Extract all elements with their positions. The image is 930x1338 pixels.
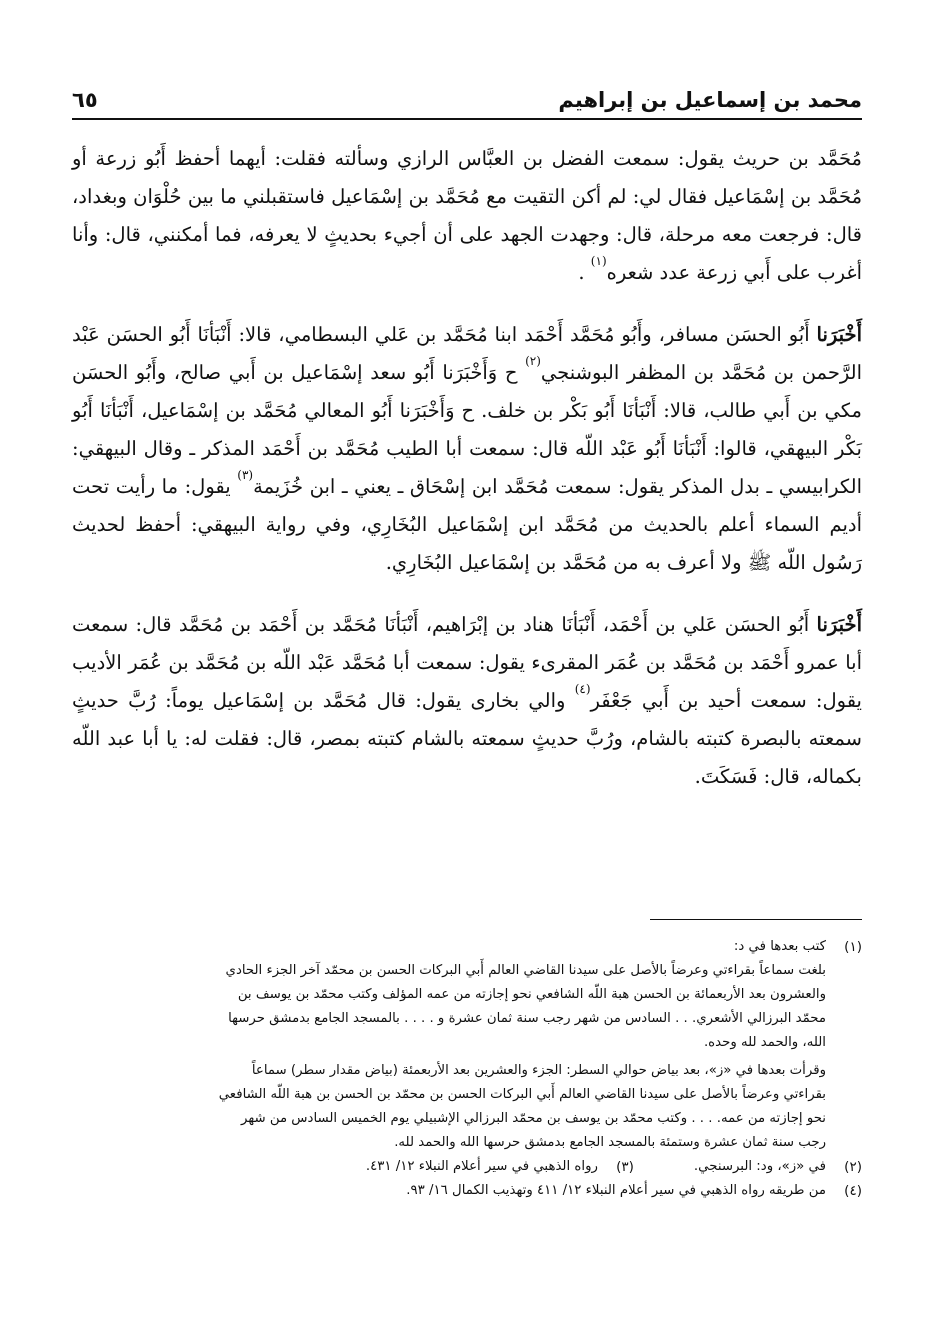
- para2-line-2b: ح وَأَخْبَرَنا أَبُو سعد إسْمَاعيل بن: [263, 361, 526, 384]
- para1-tail: .: [578, 261, 591, 284]
- footnote-4: [72, 1179, 862, 1203]
- footnote-4-number: (٤): [844, 1183, 862, 1199]
- para2-line-2a: أَبُو الحسَن عَبْد الرَّحمن بن مُحَمَّد بن المظفر البوشنجي: [72, 323, 862, 384]
- footnote-ref-4[interactable]: (٤): [574, 681, 591, 696]
- footnote-1-line-4: الله، والحمد لله وحده.: [703, 1035, 826, 1050]
- para1-line-3: حُلْوَان وبغداد، قال: فرجعت معه مرحلة، قال: وجهدت الجهد على أن أجيء بحديثٍ لا: [72, 185, 862, 246]
- footnotes-2-3: [72, 1155, 862, 1179]
- paragraph-1: [72, 140, 862, 292]
- para2-line-4: المعالي مُحَمَّد بن إسْمَاعيل، أَنْبَأنَا أَبُو بَكْر البيهقي، قالوا: أَنْبَأنَا أَبُو عَبْد اللّه قال: سمعت أبا: [72, 399, 862, 460]
- main-text: [72, 140, 862, 796]
- footnote-1-line-1: بلغت سماعاً بقراءتي وعرضاً بالأصل على سيدنا القاضي العالم أَبي البركات الحسن بن محمّد آخر الجزء الحادي: [225, 963, 826, 978]
- footnote-1-content: [72, 935, 826, 1155]
- footnote-rule: [650, 919, 862, 920]
- page-number: ٦٥: [72, 88, 98, 112]
- paragraph-2: [72, 316, 862, 582]
- para2-line-6b: يقول: ما رأيت تحت أديم السماء أعلم بالحديث من مُحَمَّد: [72, 475, 862, 536]
- para3-line-3b: والي بخارى يقول: قال: [376, 689, 575, 712]
- footnote-3-number: (٣): [616, 1159, 634, 1175]
- para3-line-4: مُحَمَّد بن إسْمَاعيل يوماً: رُبَّ حديثٍ سمعته بالبصرة كتبته بالشام، ورُبَّ حديثٍ سمعته: [72, 689, 863, 750]
- para3-line-2: مُحَمَّد قال: سمعت أبا عمرو أَحْمَد بن مُحَمَّد بن عُمَر المقرىء يقول: سمعت أبا مُحَمَّد عَبْد: [72, 613, 863, 674]
- footnote-1-line-8: رجب سنة ثمان عشرة وستمئة بالمسجد الجامع بدمشق حرسها الله والحمد لله.: [394, 1135, 826, 1150]
- para3-line-3a: اللّه بن مُحَمَّد بن عُمَر الأديب يقول: سمعت أحيد بن أَبي جَعْفَر: [72, 651, 862, 712]
- footnote-1-head: كتب بعدها في د:: [733, 939, 826, 954]
- para2-line-3: أَبي صالح، وأَبُو الحسَن مكي بن أَبي طالب، قالا: أَنْبَأنَا أَبُو بَكْر بن خلف. ح وَأَخْبَرَنا أَبُو: [72, 361, 862, 422]
- para2-line-5: الطيب مُحَمَّد بن أَحْمَد المذكر ـ وقال البيهقي: الكرابيسي ـ بدل المذكر يقول: سمعت مُحَمَّد: [72, 437, 863, 498]
- para1-line-4: يعرفه، فما أمكنني، قال: وأنا أغرب على أَبي زرعة عدد شعره: [72, 223, 862, 284]
- footnote-2-text: في «ز»، ود: البرسنجي.: [693, 1159, 826, 1174]
- para3-lead: أَخْبَرَنا: [816, 613, 863, 636]
- footnote-ref-1[interactable]: (١): [590, 253, 607, 268]
- para2-lead: أَخْبَرَنا: [816, 323, 863, 346]
- header-rule: [72, 118, 862, 120]
- footnote-3: [366, 1155, 634, 1179]
- running-title: محمد بن إسماعيل بن إبراهيم: [558, 88, 862, 112]
- footnote-1-line-3: محمّد البرزالي الأشعري. . . السادس من شهر رجب سنة ثمان عشرة و . . . . بالمسجد الجامع بدمشق حرسها: [228, 1011, 826, 1026]
- footnote-ref-3[interactable]: (٣): [237, 467, 254, 482]
- footnote-1: [72, 935, 862, 1155]
- para3-line-1: أَبُو الحسَن عَلي بن أَحْمَد، أَنْبَأنَا هناد بن إبْرَاهيم، أَنْبَأنَا مُحَمَّد بن أَحْمَد بن: [230, 613, 817, 636]
- footnote-ref-2[interactable]: (٢): [525, 353, 541, 368]
- footnote-4-text: من طريقه رواه الذهبي في سير أعلام النبلاء ١٢/ ٤١١ وتهذيب الكمال ١٦/ ٩٣.: [406, 1183, 826, 1198]
- paragraph-3: [72, 606, 862, 796]
- page-header: [72, 76, 862, 112]
- footnote-1-line-6: بقراءتي وعرضاً بالأصل على سيدنا القاضي العالم أَبي البركات الحسن بن محمّد بن الحسن بن هبة اللّه الشافعي: [218, 1087, 826, 1102]
- para1-line-2: زرعة أو مُحَمَّد بن إسْمَاعيل فقال لي: لم أكن التقيت مع مُحَمَّد بن إسْمَاعيل فاستقبلني ما بين: [72, 147, 863, 208]
- footnote-2-number: (٢): [844, 1159, 862, 1175]
- para2-line-6a: ابن إسْحَاق ـ يعني ـ ابن خُزَيمة: [253, 475, 498, 498]
- footnote-1-line-5: وقرأت بعدها في «ز»، بعد بياض حوالي السطر: الجزء والعشرين بعد الأربعمئة (بياض مقدار سطر) سماعاً: [251, 1063, 826, 1078]
- para2-line-1: أَبُو الحسَن مسافر، وأَبُو مُحَمَّد أَحْمَد ابنا مُحَمَّد بن عَلي البسطامي، قالا: أَنْبَأنَا: [197, 323, 817, 346]
- para2-line-7: ابن إسْمَاعيل البُخَارِي، وفي رواية البيهقي: أحفظ لحديث رَسُول اللّه ﷺ ولا أعرف به من: [72, 513, 862, 574]
- para2-line-8: مُحَمَّد بن إسْمَاعيل البُخَارِي.: [385, 551, 608, 574]
- footnotes: [72, 935, 862, 1203]
- para3-line-5: بالشام كتبته بمصر، قال: فقلت له: يا أبا عبد اللّه بكماله، قال: فَسَكَتَ.: [72, 727, 862, 788]
- footnote-1-line-7: نحو إجازته من عمه. . . . وكتب محمّد بن يوسف بن محمّد البرزالي الإشبيلي يوم الخميس السادس من شهر: [241, 1111, 826, 1126]
- footnote-1-line-2: والعشرون بعد الأربعمائة بن الحسن هبة اللّه الشافعي نحو إجازته من عمه المؤلف وكتب محمّد بن يوسف بن: [237, 987, 826, 1002]
- footnote-1-number: (١): [844, 939, 862, 955]
- para1-line-1: مُحَمَّد بن حريث يقول: سمعت الفضل بن العبَّاس الرازي وسألته فقلت: أيهما أحفظ أَبُو: [144, 147, 862, 170]
- footnote-3-text: رواه الذهبي في سير أعلام النبلاء ١٢/ ٤٣١.: [365, 1159, 598, 1174]
